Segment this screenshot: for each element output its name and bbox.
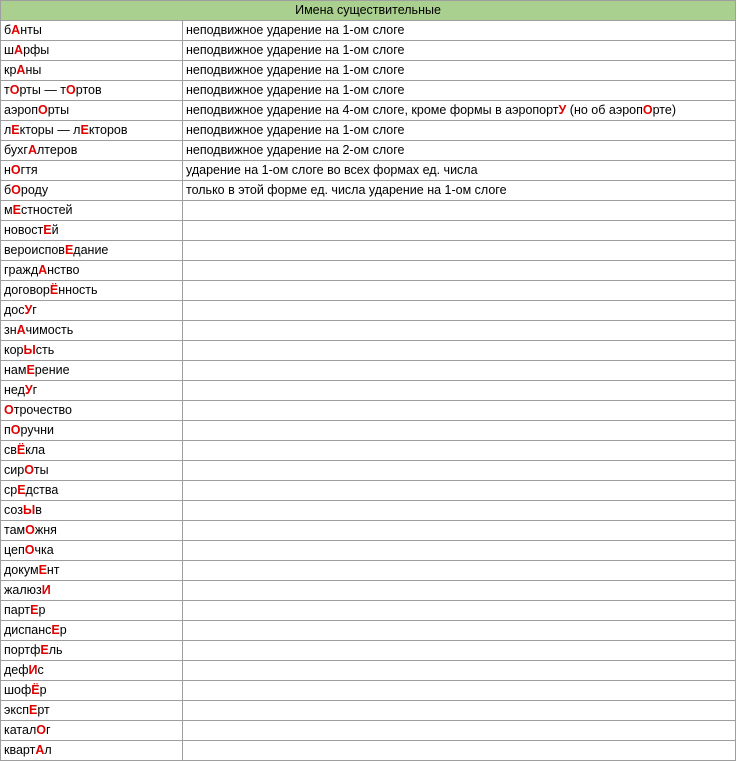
stressed-letter: О	[11, 183, 21, 197]
note-cell[interactable]: неподвижное ударение на 1-ом слоге	[183, 121, 736, 141]
word-cell[interactable]: партЕр	[1, 601, 183, 621]
stressed-letter: О	[9, 83, 20, 97]
table-row	[1, 261, 736, 281]
stressed-letter: Е	[12, 203, 21, 217]
note-cell[interactable]	[183, 381, 736, 401]
stressed-letter: А	[16, 323, 26, 337]
stressed-letter: Ы	[22, 503, 36, 517]
stressed-letter: У	[24, 383, 33, 397]
header-row	[1, 1, 736, 21]
note-cell[interactable]	[183, 521, 736, 541]
stressed-letter: Е	[30, 603, 39, 617]
note-cell[interactable]: ударение на 1-ом слоге во всех формах ед. числа	[183, 161, 736, 181]
note-cell[interactable]	[183, 641, 736, 661]
stressed-letter: А	[38, 263, 48, 277]
stressed-letter: Ё	[49, 283, 59, 297]
stressed-letter: О	[10, 163, 21, 177]
stressed-letter: И	[28, 663, 38, 677]
stressed-letter: Е	[17, 483, 26, 497]
stressed-letter: Е	[64, 243, 74, 257]
note-cell[interactable]	[183, 561, 736, 581]
word-cell[interactable]: новостЕй	[1, 221, 183, 241]
note-cell[interactable]	[183, 601, 736, 621]
note-cell[interactable]	[183, 681, 736, 701]
word-cell[interactable]: цепОчка	[1, 541, 183, 561]
table-row	[1, 661, 736, 681]
stressed-letter: О	[36, 723, 46, 737]
table-row	[1, 321, 736, 341]
word-cell[interactable]: намЕрение	[1, 361, 183, 381]
word-cell[interactable]: экспЕрт	[1, 701, 183, 721]
table-row	[1, 141, 736, 161]
table-row	[1, 481, 736, 501]
stressed-letter: О	[10, 423, 21, 437]
note-cell[interactable]	[183, 501, 736, 521]
stressed-letter: Е	[26, 363, 35, 377]
note-cell[interactable]: неподвижное ударение на 1-ом слоге	[183, 21, 736, 41]
table-row	[1, 541, 736, 561]
word-cell[interactable]: шАрфы	[1, 41, 183, 61]
word-cell[interactable]: докумЕнт	[1, 561, 183, 581]
table-row	[1, 601, 736, 621]
stressed-letter: Е	[51, 623, 60, 637]
word-cell[interactable]: корЫсть	[1, 341, 183, 361]
stressed-letter: Ё	[16, 443, 26, 457]
table-row	[1, 341, 736, 361]
note-cell[interactable]	[183, 201, 736, 221]
note-cell[interactable]: неподвижное ударение на 1-ом слоге	[183, 61, 736, 81]
note-cell[interactable]	[183, 541, 736, 561]
word-cell[interactable]: знАчимость	[1, 321, 183, 341]
stressed-letter: О	[25, 523, 35, 537]
note-cell[interactable]	[183, 481, 736, 501]
word-cell[interactable]: тОрты — тОртов	[1, 81, 183, 101]
stressed-letter: Е	[80, 123, 89, 137]
table-row	[1, 221, 736, 241]
table-row	[1, 181, 736, 201]
table-row	[1, 81, 736, 101]
table-row	[1, 401, 736, 421]
note-cell[interactable]	[183, 441, 736, 461]
stressed-letter: О	[38, 103, 48, 117]
note-cell[interactable]	[183, 581, 736, 601]
table-header[interactable]: Имена существительные	[1, 1, 736, 21]
note-cell[interactable]	[183, 401, 736, 421]
word-cell[interactable]: созЫв	[1, 501, 183, 521]
table-row	[1, 581, 736, 601]
table-row	[1, 241, 736, 261]
stressed-letter: А	[35, 743, 45, 757]
note-cell[interactable]	[183, 321, 736, 341]
table-row	[1, 521, 736, 541]
note-cell[interactable]	[183, 461, 736, 481]
stressed-letter: О	[642, 103, 653, 117]
table-row	[1, 421, 736, 441]
table-row	[1, 641, 736, 661]
note-cell[interactable]	[183, 301, 736, 321]
table-row	[1, 41, 736, 61]
stressed-letter: А	[14, 43, 24, 57]
note-cell[interactable]	[183, 741, 736, 761]
table-row	[1, 381, 736, 401]
table-row	[1, 301, 736, 321]
word-cell[interactable]: договорЁнность	[1, 281, 183, 301]
note-cell[interactable]	[183, 621, 736, 641]
table-row	[1, 101, 736, 121]
word-cell[interactable]: квартАл	[1, 741, 183, 761]
note-cell[interactable]: неподвижное ударение на 1-ом слоге	[183, 81, 736, 101]
note-cell[interactable]: неподвижное ударение на 4-ом слоге, кроме формы в аэропортУ (но об аэропОрте)	[183, 101, 736, 121]
word-cell[interactable]: сирОты	[1, 461, 183, 481]
word-cell[interactable]: шофЁр	[1, 681, 183, 701]
table-row	[1, 621, 736, 641]
note-cell[interactable]	[183, 721, 736, 741]
stressed-letter: Ё	[31, 683, 40, 697]
stressed-letter: О	[24, 543, 35, 557]
table-row	[1, 701, 736, 721]
stressed-letter: Е	[29, 703, 38, 717]
word-cell[interactable]: граждАнство	[1, 261, 183, 281]
word-cell[interactable]: жалюзИ	[1, 581, 183, 601]
note-cell[interactable]	[183, 281, 736, 301]
word-cell[interactable]: досУг	[1, 301, 183, 321]
stressed-letter: Е	[40, 643, 49, 657]
word-cell[interactable]: портфЕль	[1, 641, 183, 661]
word-cell[interactable]: свЁкла	[1, 441, 183, 461]
note-cell[interactable]	[183, 261, 736, 281]
stressed-letter: У	[558, 103, 567, 117]
word-cell[interactable]: тамОжня	[1, 521, 183, 541]
note-cell[interactable]	[183, 341, 736, 361]
stressed-letter: Е	[11, 123, 20, 137]
word-cell[interactable]: нОгтя	[1, 161, 183, 181]
table-row	[1, 201, 736, 221]
stressed-letter: Е	[38, 563, 47, 577]
table-row	[1, 21, 736, 41]
note-cell[interactable]	[183, 701, 736, 721]
word-cell[interactable]: бАнты	[1, 21, 183, 41]
table-body	[1, 21, 736, 761]
stressed-letter: Е	[43, 223, 52, 237]
stressed-letter: О	[66, 83, 76, 97]
note-cell[interactable]	[183, 221, 736, 241]
stressed-letter: О	[24, 463, 34, 477]
table-row	[1, 61, 736, 81]
table-row	[1, 561, 736, 581]
table-row	[1, 281, 736, 301]
stressed-letter: У	[24, 303, 33, 317]
word-cell[interactable]: вероисповЕдание	[1, 241, 183, 261]
word-cell[interactable]: лЕкторы — лЕкторов	[1, 121, 183, 141]
word-cell[interactable]: дефИс	[1, 661, 183, 681]
note-cell[interactable]: неподвижное ударение на 1-ом слоге	[183, 41, 736, 61]
word-cell[interactable]: бухгАлтеров	[1, 141, 183, 161]
note-cell[interactable]	[183, 361, 736, 381]
note-cell[interactable]: только в этой форме ед. числа ударение на 1-ом слоге	[183, 181, 736, 201]
word-cell[interactable]: крАны	[1, 61, 183, 81]
word-cell[interactable]: пОручни	[1, 421, 183, 441]
note-cell[interactable]	[183, 421, 736, 441]
word-cell[interactable]: диспансЕр	[1, 621, 183, 641]
stressed-letter: А	[11, 23, 21, 37]
word-cell[interactable]: недУг	[1, 381, 183, 401]
note-cell[interactable]: неподвижное ударение на 2-ом слоге	[183, 141, 736, 161]
note-cell[interactable]	[183, 661, 736, 681]
stressed-letter: Ы	[23, 343, 36, 357]
word-cell[interactable]: каталОг	[1, 721, 183, 741]
table-row	[1, 361, 736, 381]
table-row	[1, 681, 736, 701]
table-row	[1, 441, 736, 461]
word-cell[interactable]: Отрочество	[1, 401, 183, 421]
word-cell[interactable]: мЕстностей	[1, 201, 183, 221]
table-row	[1, 721, 736, 741]
stressed-letter: А	[16, 63, 26, 77]
stressed-letter: И	[41, 583, 51, 597]
table-row	[1, 501, 736, 521]
word-cell[interactable]: бОроду	[1, 181, 183, 201]
table-row	[1, 121, 736, 141]
note-cell[interactable]	[183, 241, 736, 261]
stressed-letter: А	[27, 143, 37, 157]
word-cell[interactable]: аэропОрты	[1, 101, 183, 121]
table-row	[1, 161, 736, 181]
table-row	[1, 461, 736, 481]
table-row	[1, 741, 736, 761]
stressed-letter: О	[4, 403, 14, 417]
word-cell[interactable]: срЕдства	[1, 481, 183, 501]
